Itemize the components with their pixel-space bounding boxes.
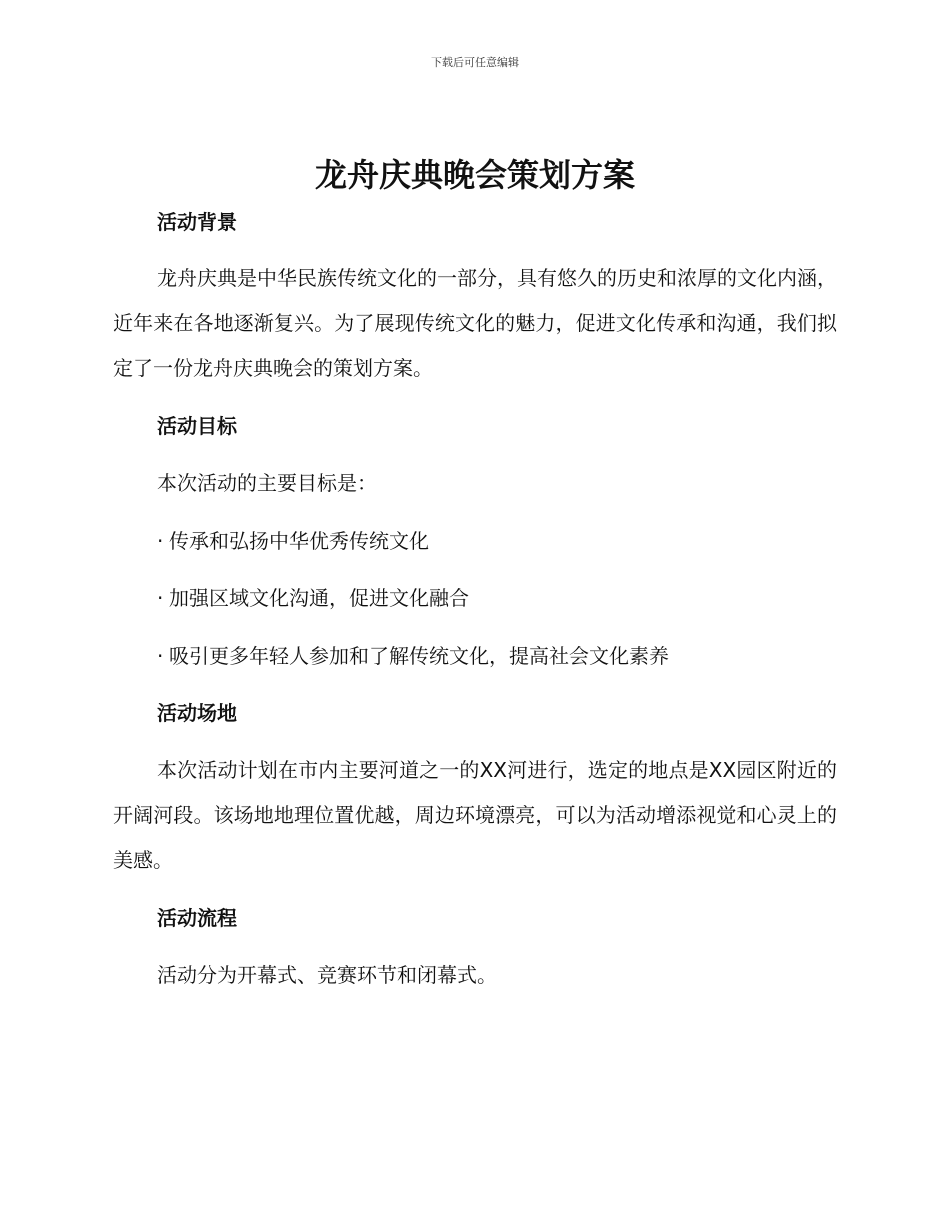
heading-venue: 活动场地 xyxy=(157,701,237,725)
goal-bullet-item xyxy=(157,642,669,670)
bullet-dot: · xyxy=(157,586,164,610)
paragraph-venue: 本次活动计划在市内主要河道之一的XX河进行，选定的地点是XX园区附近的开阔河段。该场地地理位置优越，周边环境漂亮，可以为活动增添视觉和心灵上的美感。 xyxy=(113,758,837,872)
goal-bullet-item xyxy=(157,527,429,555)
goal-bullet-text: 传承和弘扬中华优秀传统文化 xyxy=(169,529,429,553)
heading-goals: 活动目标 xyxy=(157,414,237,438)
paragraph-background: 龙舟庆典是中华民族传统文化的一部分，具有悠久的历史和浓厚的文化内涵，近年来在各地逐渐复兴。为了展现传统文化的魅力，促进文化传承和沟通，我们拟定了一份龙舟庆典晚会的策划方案。 xyxy=(113,266,837,380)
bullet-dot: · xyxy=(157,529,164,553)
goal-bullet-item xyxy=(157,584,469,612)
heading-background: 活动背景 xyxy=(157,210,237,234)
header-note: 下载后可任意编辑 xyxy=(431,56,519,69)
goal-bullet-text: 吸引更多年轻人参加和了解传统文化，提高社会文化素养 xyxy=(169,644,669,668)
bullet-dot: · xyxy=(157,644,164,668)
document-title: 龙舟庆典晚会策划方案 xyxy=(314,156,635,194)
goal-bullet-text: 加强区域文化沟通，促进文化融合 xyxy=(169,586,469,610)
heading-process: 活动流程 xyxy=(157,906,237,930)
goals-intro: 本次活动的主要目标是： xyxy=(157,471,377,495)
process-intro: 活动分为开幕式、竞赛环节和闭幕式。 xyxy=(157,963,497,987)
